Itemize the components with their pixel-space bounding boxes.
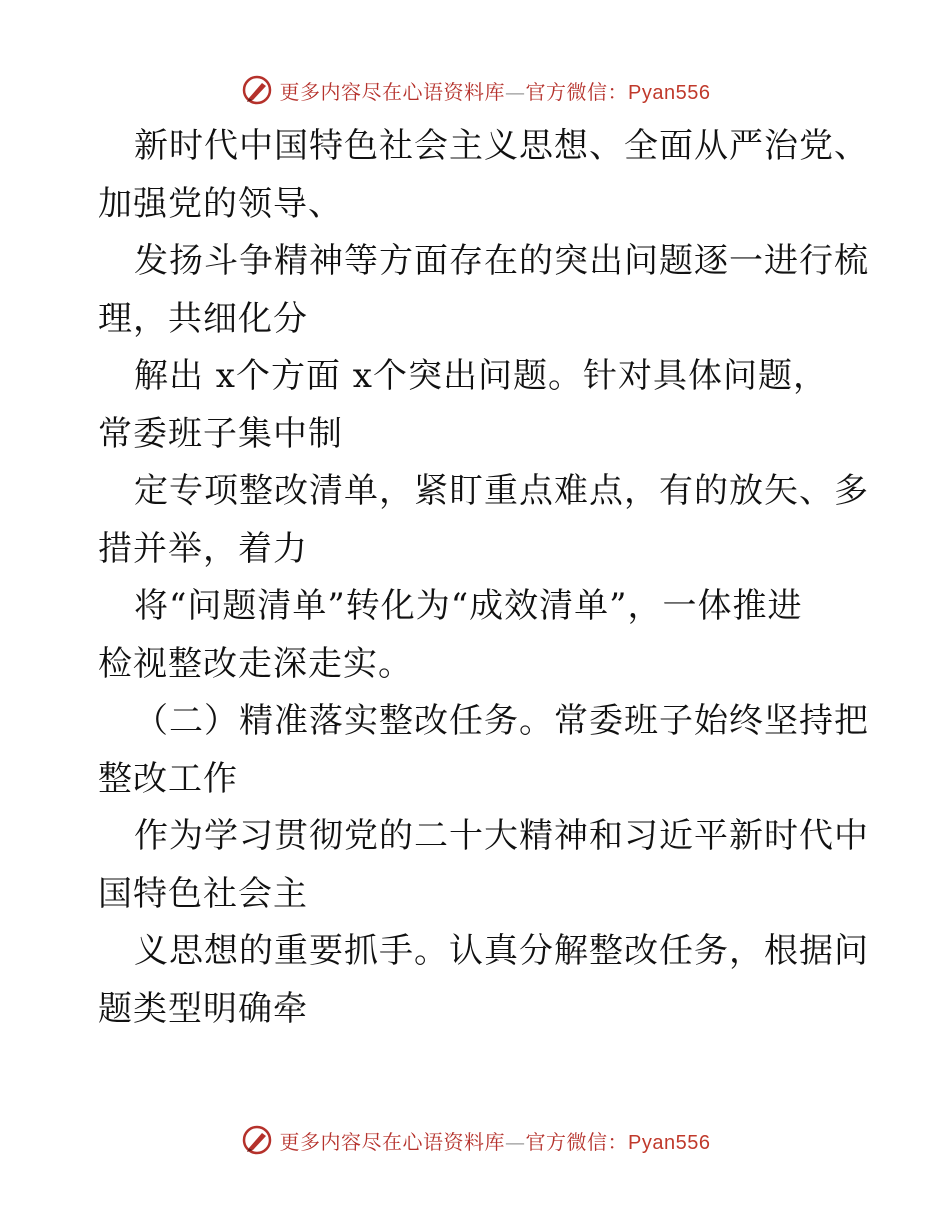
body-line: 常委班子集中制 bbox=[98, 413, 343, 454]
body-line: 解出 x个方面 x个突出问题。针对具体问题， bbox=[134, 356, 828, 396]
body-line: 定专项整改清单，紧盯重点难点，有的放矢、多 bbox=[134, 471, 869, 511]
footer-banner bbox=[0, 1120, 950, 1160]
body-line: 题类型明确牵 bbox=[98, 988, 308, 1029]
document-body bbox=[98, 118, 869, 1038]
body-line: 检视整改走深走实。 bbox=[98, 643, 413, 684]
pen-logo-icon bbox=[240, 1123, 274, 1157]
body-line: （二）精准落实整改任务。常委班子始终坚持把 bbox=[134, 701, 869, 741]
body-line: 作为学习贯彻党的二十大精神和习近平新时代中 bbox=[134, 816, 869, 856]
body-line: 将“问题清单”转化为“成效清单”，一体推进 bbox=[134, 586, 803, 626]
body-line: 新时代中国特色社会主义思想、全面从严治党、 bbox=[134, 126, 869, 166]
body-line: 国特色社会主 bbox=[98, 873, 308, 914]
footer-banner-text: 更多内容尽在心语资料库—官方微信：Pyan556 bbox=[279, 1129, 711, 1154]
header-banner-text: 更多内容尽在心语资料库—官方微信：Pyan556 bbox=[279, 79, 711, 104]
body-line: 措并举，着力 bbox=[98, 528, 308, 569]
body-line: 理，共细化分 bbox=[98, 298, 308, 339]
pen-logo-icon bbox=[240, 73, 274, 107]
body-line: 发扬斗争精神等方面存在的突出问题逐一进行梳 bbox=[134, 241, 869, 281]
body-line: 整改工作 bbox=[98, 758, 238, 799]
body-line: 义思想的重要抓手。认真分解整改任务，根据问 bbox=[134, 931, 869, 971]
header-banner bbox=[0, 70, 950, 110]
body-line: 加强党的领导、 bbox=[98, 183, 343, 224]
